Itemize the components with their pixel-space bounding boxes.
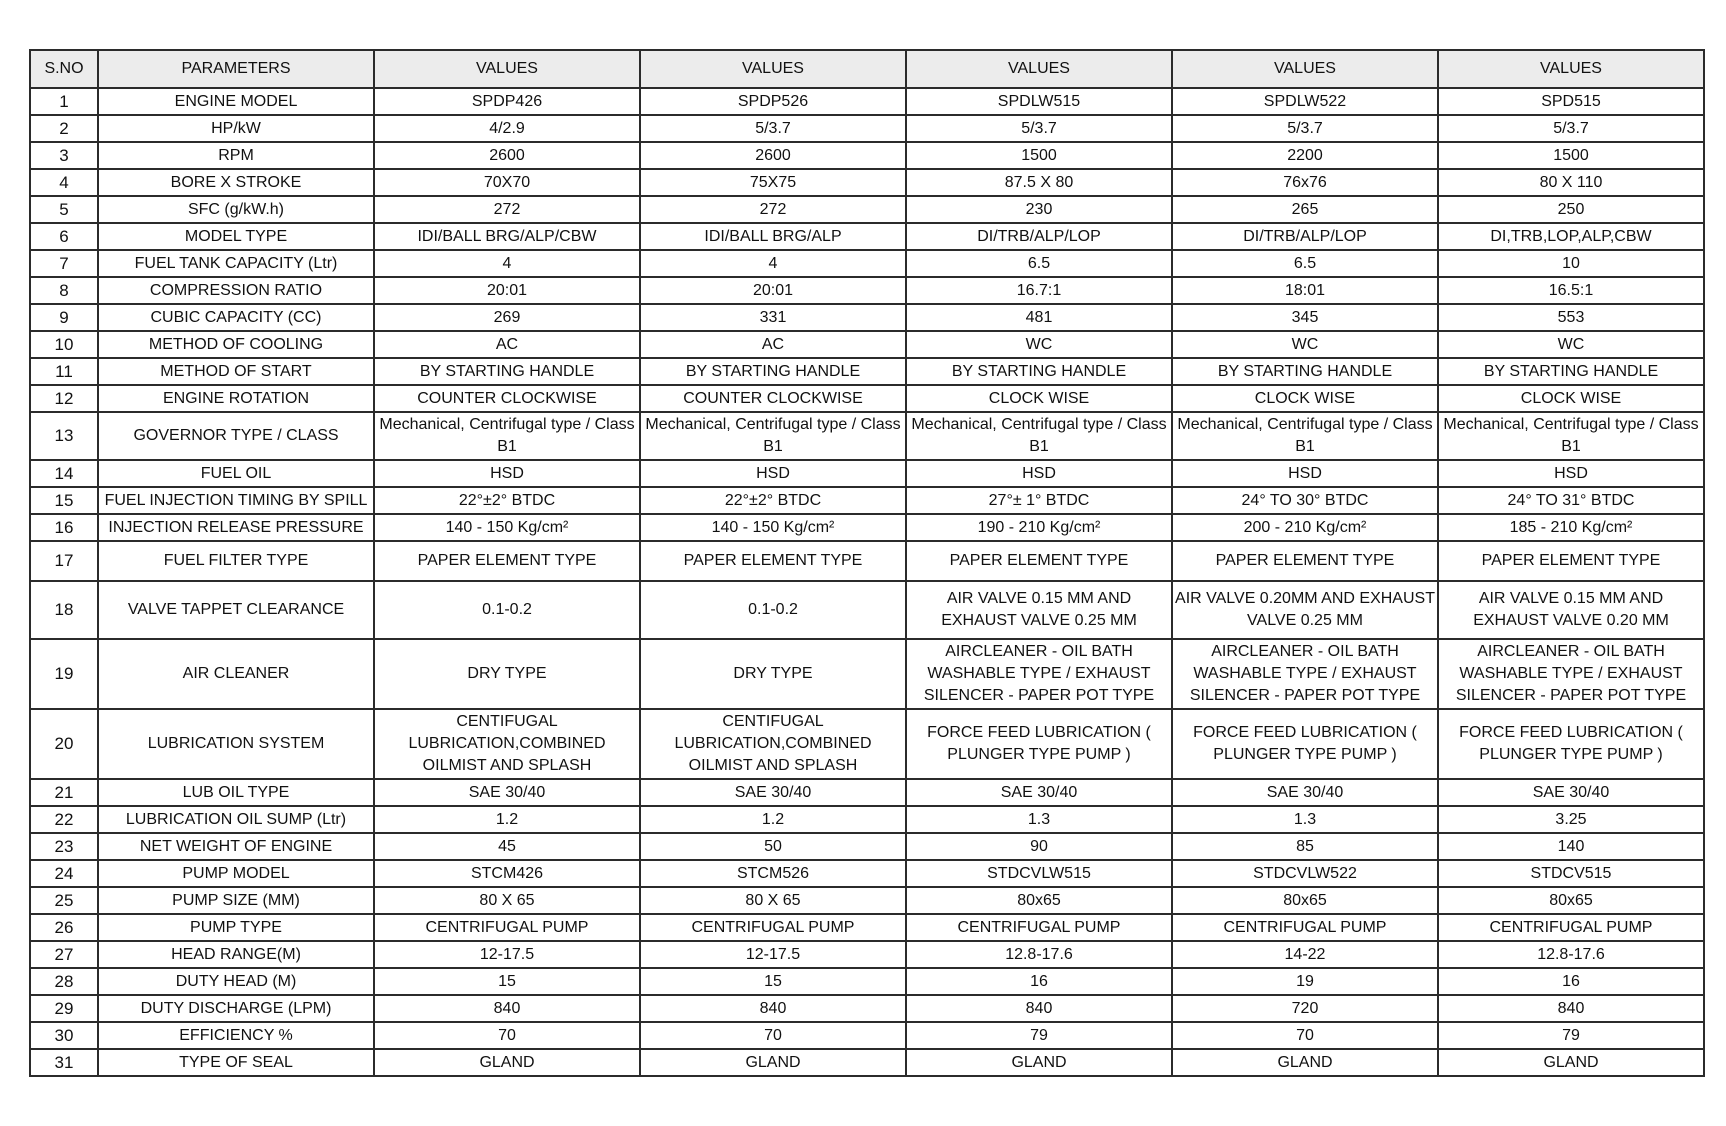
row-sno: 5 — [30, 196, 98, 223]
table-row — [30, 514, 1704, 541]
row-value: 12-17.5 — [374, 941, 640, 968]
row-sno: 31 — [30, 1049, 98, 1076]
table-row — [30, 385, 1704, 412]
table-row — [30, 277, 1704, 304]
row-parameter: FUEL FILTER TYPE — [98, 541, 374, 581]
table-row — [30, 331, 1704, 358]
row-parameter: BORE X STROKE — [98, 169, 374, 196]
row-value: 12.8-17.6 — [1438, 941, 1704, 968]
row-value: 840 — [374, 995, 640, 1022]
row-parameter: ENGINE MODEL — [98, 88, 374, 115]
row-value: WC — [1172, 331, 1438, 358]
row-parameter: FUEL TANK CAPACITY (Ltr) — [98, 250, 374, 277]
row-sno: 6 — [30, 223, 98, 250]
row-sno: 23 — [30, 833, 98, 860]
table-row — [30, 860, 1704, 887]
row-sno: 9 — [30, 304, 98, 331]
table-row — [30, 541, 1704, 581]
row-value: Mechanical, Centrifugal type / Class B1 — [640, 412, 906, 460]
row-sno: 2 — [30, 115, 98, 142]
table-row — [30, 115, 1704, 142]
row-value: SAE 30/40 — [1438, 779, 1704, 806]
row-parameter: LUBRICATION SYSTEM — [98, 709, 374, 779]
row-value: 5/3.7 — [1172, 115, 1438, 142]
row-sno: 17 — [30, 541, 98, 581]
row-value: 75X75 — [640, 169, 906, 196]
row-value: 0.1-0.2 — [640, 581, 906, 639]
row-value: 27°± 1° BTDC — [906, 487, 1172, 514]
row-parameter: LUB OIL TYPE — [98, 779, 374, 806]
row-value: STDCV515 — [1438, 860, 1704, 887]
row-sno: 25 — [30, 887, 98, 914]
row-value: CLOCK WISE — [1438, 385, 1704, 412]
row-value: GLAND — [1438, 1049, 1704, 1076]
row-sno: 27 — [30, 941, 98, 968]
header-values: VALUES — [640, 50, 906, 88]
row-value: WC — [1438, 331, 1704, 358]
row-value: PAPER ELEMENT TYPE — [374, 541, 640, 581]
row-value: 840 — [1438, 995, 1704, 1022]
row-value: STCM526 — [640, 860, 906, 887]
row-value: 70 — [640, 1022, 906, 1049]
row-value: 14-22 — [1172, 941, 1438, 968]
row-value: SPDP526 — [640, 88, 906, 115]
row-value: SPDLW522 — [1172, 88, 1438, 115]
row-value: 70X70 — [374, 169, 640, 196]
row-sno: 21 — [30, 779, 98, 806]
row-value: 6.5 — [1172, 250, 1438, 277]
row-value: PAPER ELEMENT TYPE — [640, 541, 906, 581]
row-value: 272 — [374, 196, 640, 223]
table-row — [30, 460, 1704, 487]
row-value: 1.3 — [906, 806, 1172, 833]
row-value: STCM426 — [374, 860, 640, 887]
table-row — [30, 995, 1704, 1022]
row-value: CENTIFUGAL LUBRICATION,COMBINED OILMIST AND SPLASH — [374, 709, 640, 779]
row-value: 4 — [640, 250, 906, 277]
row-value: 45 — [374, 833, 640, 860]
table-header-row — [30, 50, 1704, 88]
row-value: 4/2.9 — [374, 115, 640, 142]
row-value: 16.7:1 — [906, 277, 1172, 304]
header-parameters: PARAMETERS — [98, 50, 374, 88]
table-row — [30, 88, 1704, 115]
row-value: 22°±2° BTDC — [374, 487, 640, 514]
table-row — [30, 1022, 1704, 1049]
row-value: 16 — [1438, 968, 1704, 995]
table-body — [30, 88, 1704, 1076]
row-value: SPDP426 — [374, 88, 640, 115]
row-value: IDI/BALL BRG/ALP — [640, 223, 906, 250]
row-value: 3.25 — [1438, 806, 1704, 833]
row-value: Mechanical, Centrifugal type / Class B1 — [906, 412, 1172, 460]
row-value: SAE 30/40 — [640, 779, 906, 806]
row-sno: 19 — [30, 639, 98, 709]
row-sno: 18 — [30, 581, 98, 639]
row-value: STDCVLW515 — [906, 860, 1172, 887]
row-parameter: CUBIC CAPACITY (CC) — [98, 304, 374, 331]
row-value: BY STARTING HANDLE — [640, 358, 906, 385]
row-value: CENTRIFUGAL PUMP — [374, 914, 640, 941]
row-value: DRY TYPE — [374, 639, 640, 709]
row-value: BY STARTING HANDLE — [1172, 358, 1438, 385]
row-value: 12-17.5 — [640, 941, 906, 968]
row-value: SPD515 — [1438, 88, 1704, 115]
row-value: Mechanical, Centrifugal type / Class B1 — [374, 412, 640, 460]
row-value: 22°±2° BTDC — [640, 487, 906, 514]
table-row — [30, 941, 1704, 968]
row-value: 15 — [640, 968, 906, 995]
row-value: 345 — [1172, 304, 1438, 331]
row-sno: 29 — [30, 995, 98, 1022]
row-parameter: PUMP TYPE — [98, 914, 374, 941]
row-value: CENTRIFUGAL PUMP — [640, 914, 906, 941]
row-sno: 20 — [30, 709, 98, 779]
row-value: 140 - 150 Kg/cm² — [640, 514, 906, 541]
row-value: CLOCK WISE — [906, 385, 1172, 412]
row-value: CLOCK WISE — [1172, 385, 1438, 412]
row-value: 20:01 — [374, 277, 640, 304]
row-value: 76x76 — [1172, 169, 1438, 196]
row-value: 80x65 — [1172, 887, 1438, 914]
row-value: SAE 30/40 — [1172, 779, 1438, 806]
row-value: 87.5 X 80 — [906, 169, 1172, 196]
row-value: 840 — [906, 995, 1172, 1022]
row-value: SAE 30/40 — [906, 779, 1172, 806]
row-value: 1.2 — [374, 806, 640, 833]
row-value: COUNTER CLOCKWISE — [374, 385, 640, 412]
row-parameter: MODEL TYPE — [98, 223, 374, 250]
row-value: 80x65 — [1438, 887, 1704, 914]
row-value: STDCVLW522 — [1172, 860, 1438, 887]
row-value: AIRCLEANER - OIL BATH WASHABLE TYPE / EXHAUST SILENCER - PAPER POT TYPE — [906, 639, 1172, 709]
row-value: HSD — [1438, 460, 1704, 487]
header-values: VALUES — [374, 50, 640, 88]
row-value: 1500 — [1438, 142, 1704, 169]
table-row — [30, 833, 1704, 860]
row-parameter: LUBRICATION OIL SUMP (Ltr) — [98, 806, 374, 833]
row-value: 1500 — [906, 142, 1172, 169]
row-value: 190 - 210 Kg/cm² — [906, 514, 1172, 541]
row-value: 16.5:1 — [1438, 277, 1704, 304]
table-row — [30, 968, 1704, 995]
row-parameter: DUTY DISCHARGE (LPM) — [98, 995, 374, 1022]
row-value: GLAND — [906, 1049, 1172, 1076]
row-parameter: GOVERNOR TYPE / CLASS — [98, 412, 374, 460]
row-parameter: INJECTION RELEASE PRESSURE — [98, 514, 374, 541]
table-row — [30, 887, 1704, 914]
row-value: 10 — [1438, 250, 1704, 277]
row-value: CENTRIFUGAL PUMP — [906, 914, 1172, 941]
row-sno: 1 — [30, 88, 98, 115]
row-value: 2200 — [1172, 142, 1438, 169]
row-value: 1.3 — [1172, 806, 1438, 833]
row-sno: 14 — [30, 460, 98, 487]
row-value: FORCE FEED LUBRICATION ( PLUNGER TYPE PUMP ) — [1172, 709, 1438, 779]
row-value: 230 — [906, 196, 1172, 223]
row-value: GLAND — [374, 1049, 640, 1076]
row-value: 24° TO 31° BTDC — [1438, 487, 1704, 514]
row-value: 70 — [374, 1022, 640, 1049]
row-value: 140 - 150 Kg/cm² — [374, 514, 640, 541]
row-sno: 26 — [30, 914, 98, 941]
row-value: 269 — [374, 304, 640, 331]
row-value: CENTRIFUGAL PUMP — [1438, 914, 1704, 941]
row-value: SAE 30/40 — [374, 779, 640, 806]
row-sno: 10 — [30, 331, 98, 358]
row-value: DI,TRB,LOP,ALP,CBW — [1438, 223, 1704, 250]
row-value: 15 — [374, 968, 640, 995]
row-value: FORCE FEED LUBRICATION ( PLUNGER TYPE PUMP ) — [1438, 709, 1704, 779]
row-value: 481 — [906, 304, 1172, 331]
row-sno: 30 — [30, 1022, 98, 1049]
row-parameter: EFFICIENCY % — [98, 1022, 374, 1049]
row-value: 4 — [374, 250, 640, 277]
header-values: VALUES — [1172, 50, 1438, 88]
row-value: 18:01 — [1172, 277, 1438, 304]
row-value: AC — [640, 331, 906, 358]
row-value: AIR VALVE 0.15 MM AND EXHAUST VALVE 0.25 MM — [906, 581, 1172, 639]
row-value: 12.8-17.6 — [906, 941, 1172, 968]
row-value: 6.5 — [906, 250, 1172, 277]
table-row — [30, 412, 1704, 460]
row-parameter: DUTY HEAD (M) — [98, 968, 374, 995]
row-value: HSD — [1172, 460, 1438, 487]
header-sno: S.NO — [30, 50, 98, 88]
row-parameter: FUEL INJECTION TIMING BY SPILL — [98, 487, 374, 514]
row-parameter: PUMP MODEL — [98, 860, 374, 887]
table-row — [30, 142, 1704, 169]
row-value: AIR VALVE 0.15 MM AND EXHAUST VALVE 0.20 MM — [1438, 581, 1704, 639]
row-parameter: METHOD OF START — [98, 358, 374, 385]
row-parameter: NET WEIGHT OF ENGINE — [98, 833, 374, 860]
row-value: DI/TRB/ALP/LOP — [906, 223, 1172, 250]
row-parameter: HEAD RANGE(M) — [98, 941, 374, 968]
table-row — [30, 1049, 1704, 1076]
row-value: 250 — [1438, 196, 1704, 223]
row-parameter: AIR CLEANER — [98, 639, 374, 709]
row-value: 80 X 65 — [640, 887, 906, 914]
spec-table — [29, 49, 1705, 1077]
row-parameter: VALVE TAPPET CLEARANCE — [98, 581, 374, 639]
row-value: WC — [906, 331, 1172, 358]
row-value: HSD — [906, 460, 1172, 487]
row-value: 200 - 210 Kg/cm² — [1172, 514, 1438, 541]
row-value: 272 — [640, 196, 906, 223]
row-value: 90 — [906, 833, 1172, 860]
row-value: 265 — [1172, 196, 1438, 223]
row-value: 2600 — [374, 142, 640, 169]
row-value: AIR VALVE 0.20MM AND EXHAUST VALVE 0.25 MM — [1172, 581, 1438, 639]
row-parameter: HP/kW — [98, 115, 374, 142]
row-value: 80 X 65 — [374, 887, 640, 914]
table-row — [30, 196, 1704, 223]
row-value: 80x65 — [906, 887, 1172, 914]
row-value: 19 — [1172, 968, 1438, 995]
row-value: 720 — [1172, 995, 1438, 1022]
row-sno: 28 — [30, 968, 98, 995]
table-row — [30, 914, 1704, 941]
row-value: 79 — [906, 1022, 1172, 1049]
row-value: 0.1-0.2 — [374, 581, 640, 639]
row-parameter: COMPRESSION RATIO — [98, 277, 374, 304]
row-value: PAPER ELEMENT TYPE — [1438, 541, 1704, 581]
row-value: 79 — [1438, 1022, 1704, 1049]
row-value: 20:01 — [640, 277, 906, 304]
row-value: 5/3.7 — [640, 115, 906, 142]
table-row — [30, 250, 1704, 277]
row-sno: 12 — [30, 385, 98, 412]
row-value: AC — [374, 331, 640, 358]
row-sno: 16 — [30, 514, 98, 541]
row-sno: 11 — [30, 358, 98, 385]
table-row — [30, 169, 1704, 196]
row-value: 5/3.7 — [906, 115, 1172, 142]
table-row — [30, 779, 1704, 806]
row-value: HSD — [374, 460, 640, 487]
row-value: 185 - 210 Kg/cm² — [1438, 514, 1704, 541]
row-value: 80 X 110 — [1438, 169, 1704, 196]
header-values: VALUES — [1438, 50, 1704, 88]
row-value: DI/TRB/ALP/LOP — [1172, 223, 1438, 250]
row-value: GLAND — [1172, 1049, 1438, 1076]
row-sno: 8 — [30, 277, 98, 304]
row-value: 331 — [640, 304, 906, 331]
row-value: 16 — [906, 968, 1172, 995]
row-value: Mechanical, Centrifugal type / Class B1 — [1438, 412, 1704, 460]
row-value: DRY TYPE — [640, 639, 906, 709]
row-value: 2600 — [640, 142, 906, 169]
row-value: BY STARTING HANDLE — [906, 358, 1172, 385]
row-parameter: PUMP SIZE (MM) — [98, 887, 374, 914]
row-value: IDI/BALL BRG/ALP/CBW — [374, 223, 640, 250]
row-value: 5/3.7 — [1438, 115, 1704, 142]
row-sno: 22 — [30, 806, 98, 833]
row-value: 840 — [640, 995, 906, 1022]
table-row — [30, 223, 1704, 250]
row-parameter: ENGINE ROTATION — [98, 385, 374, 412]
row-value: 1.2 — [640, 806, 906, 833]
table-row — [30, 709, 1704, 779]
table-row — [30, 304, 1704, 331]
table-row — [30, 806, 1704, 833]
row-value: Mechanical, Centrifugal type / Class B1 — [1172, 412, 1438, 460]
row-value: COUNTER CLOCKWISE — [640, 385, 906, 412]
row-parameter: METHOD OF COOLING — [98, 331, 374, 358]
row-sno: 24 — [30, 860, 98, 887]
table-row — [30, 487, 1704, 514]
table-row — [30, 358, 1704, 385]
row-value: PAPER ELEMENT TYPE — [1172, 541, 1438, 581]
row-sno: 4 — [30, 169, 98, 196]
row-value: CENTRIFUGAL PUMP — [1172, 914, 1438, 941]
table-row — [30, 581, 1704, 639]
row-value: BY STARTING HANDLE — [1438, 358, 1704, 385]
header-values: VALUES — [906, 50, 1172, 88]
row-value: HSD — [640, 460, 906, 487]
row-sno: 15 — [30, 487, 98, 514]
row-value: PAPER ELEMENT TYPE — [906, 541, 1172, 581]
row-value: 70 — [1172, 1022, 1438, 1049]
row-value: 553 — [1438, 304, 1704, 331]
row-parameter: TYPE OF SEAL — [98, 1049, 374, 1076]
row-value: FORCE FEED LUBRICATION ( PLUNGER TYPE PUMP ) — [906, 709, 1172, 779]
row-value: 24° TO 30° BTDC — [1172, 487, 1438, 514]
row-value: 85 — [1172, 833, 1438, 860]
row-value: AIRCLEANER - OIL BATH WASHABLE TYPE / EXHAUST SILENCER - PAPER POT TYPE — [1172, 639, 1438, 709]
row-sno: 7 — [30, 250, 98, 277]
row-parameter: SFC (g/kW.h) — [98, 196, 374, 223]
row-value: BY STARTING HANDLE — [374, 358, 640, 385]
row-sno: 13 — [30, 412, 98, 460]
row-value: 140 — [1438, 833, 1704, 860]
row-value: CENTIFUGAL LUBRICATION,COMBINED OILMIST AND SPLASH — [640, 709, 906, 779]
table-row — [30, 639, 1704, 709]
row-parameter: FUEL OIL — [98, 460, 374, 487]
row-value: 50 — [640, 833, 906, 860]
row-value: AIRCLEANER - OIL BATH WASHABLE TYPE / EXHAUST SILENCER - PAPER POT TYPE — [1438, 639, 1704, 709]
row-value: GLAND — [640, 1049, 906, 1076]
row-parameter: RPM — [98, 142, 374, 169]
row-sno: 3 — [30, 142, 98, 169]
row-value: SPDLW515 — [906, 88, 1172, 115]
